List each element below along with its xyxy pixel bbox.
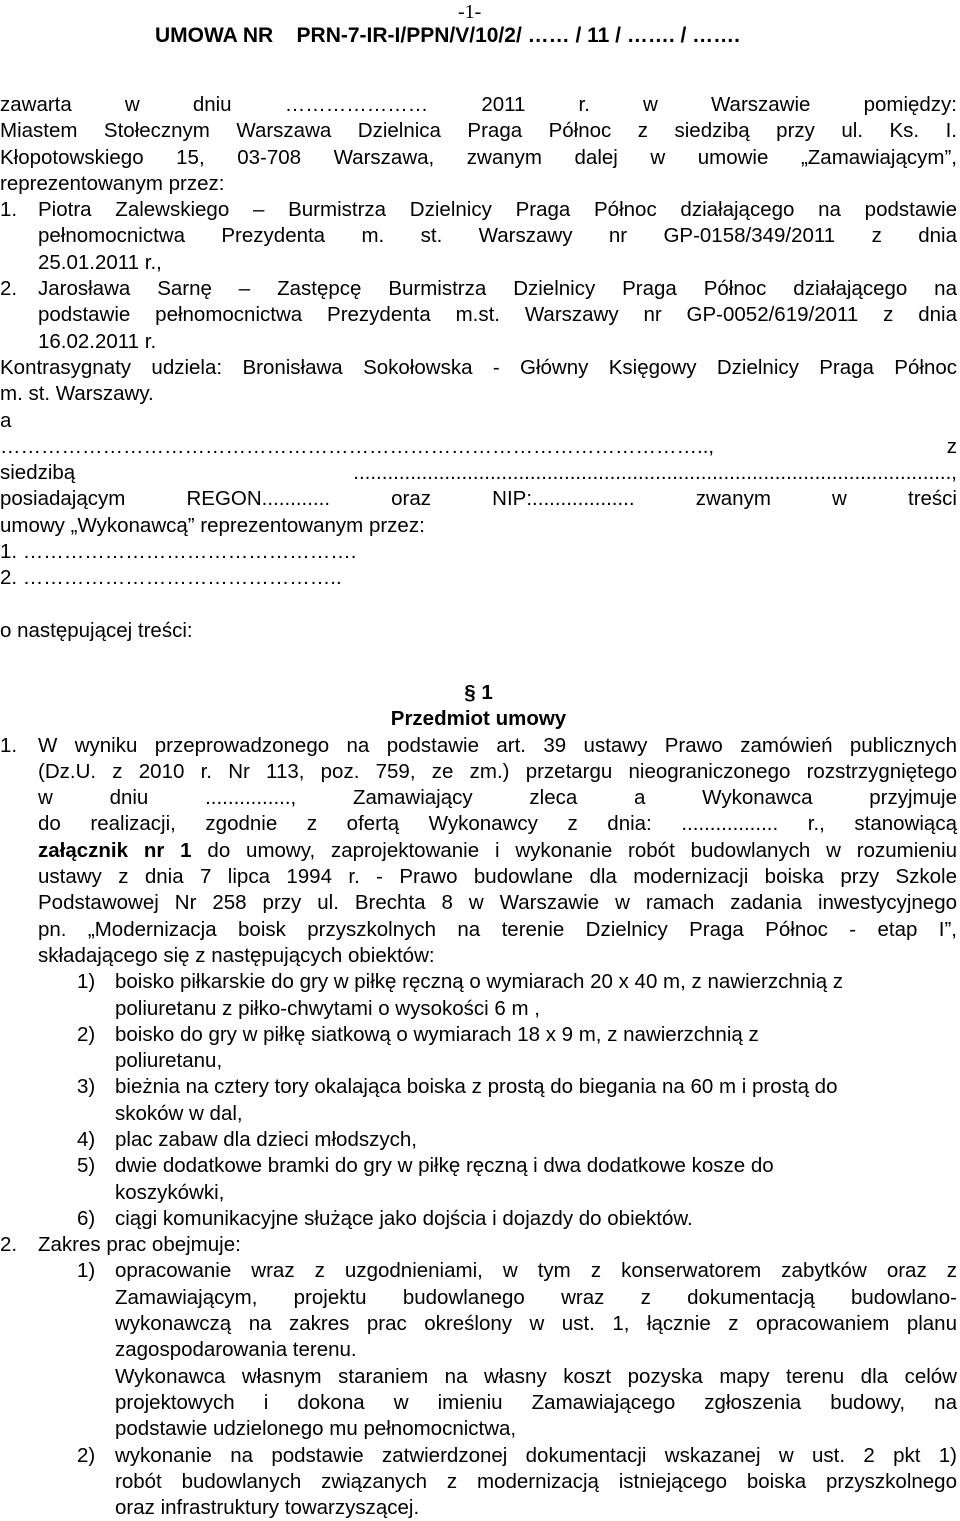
sub-number: 3) [77, 1075, 96, 1099]
sub-line: poliuretanu z piłko-chwytami o wysokości 6 m , [115, 996, 540, 1020]
sub-line: robót budowlanych związanych z modernizacją istniejącego boiska przyszkolnego [115, 1469, 957, 1493]
point-2 [0, 1232, 957, 1258]
contractor-a: a [0, 408, 12, 432]
attachment-ref: załącznik nr 1 [38, 838, 192, 862]
sub-number: 2) [77, 1022, 96, 1046]
rep-line: Piotra Zalewskiego – Burmistrza Dzielnicy Praga Północ działającego na podstawie [38, 198, 957, 222]
document-body [0, 66, 957, 1521]
document-title: UMOWA NR PRN-7-IR-I/PPN/V/10/2/ …… / 11 / ……. / ……. [155, 24, 740, 47]
intro-line: Miastem Stołecznym Warszawa Dzielnica Praga Północ z siedzibą przy ul. Ks. I. [0, 119, 957, 143]
following-text: o następującej treści: [0, 618, 193, 642]
sub-number: 4) [77, 1127, 96, 1151]
countersign-line: Kontrasygnaty udziela: Bronisława Sokołowska - Główny Księgowy Dzielnicy Praga Północ [0, 355, 957, 379]
point-1 [0, 733, 957, 970]
contractor-rep: 2. ……………………………………….. [0, 566, 342, 590]
sub-number: 5) [77, 1154, 96, 1178]
sub-line: oraz infrastruktury towarzyszącej. [115, 1496, 420, 1520]
sub-line: boisko do gry w piłkę siatkową o wymiarach 18 x 9 m, z nawierzchnią z [115, 1022, 759, 1046]
point-line [38, 838, 957, 864]
contractor-line: umowy „Wykonawcą” reprezentowanym przez: [0, 513, 425, 537]
sub-number: 2) [77, 1443, 96, 1467]
contractor-rep: 1. …………………………………………. [0, 540, 357, 564]
list-number: 1. [0, 198, 18, 222]
point-line: składającego się z następujących obiektów: [38, 943, 435, 967]
scope-item [77, 1443, 957, 1521]
rep-line: pełnomocnictwa Prezydenta m. st. Warszawy nr GP-0158/349/2011 z dnia [38, 224, 957, 248]
sub-line: projektowych i dokona w imieniu Zamawiającego zgłoszenia budowy, na [115, 1390, 957, 1414]
sub-number: 1) [77, 970, 96, 994]
point-line: Zakres prac obejmuje: [38, 1233, 241, 1257]
sub-number: 6) [77, 1206, 96, 1230]
countersign-line: m. st. Warszawy. [0, 382, 154, 406]
rep-line: 25.01.2011 r., [38, 250, 162, 274]
representative-item [0, 276, 957, 355]
sub-line: dwie dodatkowe bramki do gry w piłkę ręczną i dwa dodatkowe kosze do [115, 1154, 774, 1178]
rep-line: Jarosława Sarnę – Zastępcę Burmistrza Dzielnicy Praga Północ działającego na [38, 277, 957, 301]
section-heading: Przedmiot umowy [390, 707, 567, 731]
sub-line: Zamawiającym, projektu budowlanego wraz z dokumentacją budowlano- [115, 1285, 957, 1309]
sub-line: plac zabaw dla dzieci młodszych, [115, 1127, 417, 1151]
sub-line: podstawie udzielonego mu pełnomocnictwa, [115, 1417, 517, 1441]
object-item [77, 1074, 957, 1127]
point-line: Podstawowej Nr 258 przy ul. Brechta 8 w Warszawie w ramach zadania inwestycyjnego [38, 891, 957, 915]
object-item [77, 1022, 957, 1075]
point-line-rest: do umowy, zaprojektowanie i wykonanie robót budowlanych w rozumieniu [191, 838, 958, 862]
intro-line: reprezentowanym przez: [0, 171, 225, 195]
sub-line: wykonawczą na zakres prac określony w ust. 1, łącznie z opracowaniem planu [115, 1312, 957, 1336]
object-item [77, 1127, 957, 1153]
sub-line: zagospodarowania terenu. [115, 1338, 357, 1362]
point-line: (Dz.U. z 2010 r. Nr 113, poz. 759, ze zm.) przetargu nieograniczonego rozstrzygniętego [38, 759, 957, 783]
contractor-line: posiadającym REGON............ oraz NIP:.................. zwanym w treści [0, 487, 957, 511]
list-number: 2. [0, 277, 18, 301]
point-line: W wyniku przeprowadzonego na podstawie art. 39 ustawy Prawo zamówień publicznych [38, 733, 957, 757]
sub-line: skoków w dal, [115, 1101, 243, 1125]
rep-line: 16.02.2011 r. [38, 329, 157, 353]
point-line: do realizacji, zgodnie z ofertą Wykonawcy z dnia: ................. r., stanowiącą [38, 812, 957, 836]
object-item [77, 1206, 957, 1232]
sub-line: ciągi komunikacyjne służące jako dojścia i dojazdy do obiektów. [115, 1206, 693, 1230]
sub-line: wykonanie na podstawie zatwierdzonej dokumentacji wskazanej w ust. 2 pkt 1) [115, 1443, 957, 1467]
contractor-line: siedzibą ........................................................................................................., [0, 461, 957, 485]
sub-line: boisko piłkarskie do gry w piłkę ręczną o wymiarach 20 x 40 m, z nawierzchnią z [115, 970, 844, 994]
object-item [77, 969, 957, 1022]
sub-line: bieżnia na cztery tory okalająca boiska z prostą do biegania na 60 m i prostą do [115, 1075, 838, 1099]
point-line: pn. „Modernizacja boisk przyszkolnych na terenie Dzielnicy Praga Północ - etap I”, [38, 917, 957, 941]
point-line: ustawy z dnia 7 lipca 1994 r. - Prawo budowlane dla modernizacji boiska przy Szkole [38, 865, 957, 889]
list-number: 2. [0, 1233, 18, 1257]
page-number: -1- [458, 1, 482, 23]
intro-line: Kłopotowskiego 15, 03-708 Warszawa, zwanym dalej w umowie „Zamawiającym”, [0, 145, 957, 169]
sub-line: opracowanie wraz z uzgodnieniami, w tym z konserwatorem zabytków oraz z [115, 1259, 957, 1283]
contractor-line: ………………………………………………………………………………………….., z [0, 434, 957, 458]
scope-item [77, 1258, 957, 1442]
sub-line: koszykówki, [115, 1180, 225, 1204]
object-item [77, 1153, 957, 1206]
list-number: 1. [0, 733, 18, 757]
rep-line: podstawie pełnomocnictwa Prezydenta m.st. Warszawy nr GP-0052/619/2011 z dnia [38, 303, 957, 327]
intro-line: zawarta w dniu ………………… 2011 r. w Warszawie pomiędzy: [0, 93, 957, 116]
point-line: w dniu ..............., Zamawiający zleca a Wykonawca przyjmuje [38, 786, 957, 810]
sub-line: poliuretanu, [115, 1049, 223, 1073]
representative-item [0, 197, 957, 276]
section-sign: § 1 [464, 680, 493, 704]
sub-line: Wykonawca własnym staraniem na własny koszt pozyska mapy terenu dla celów [115, 1364, 957, 1388]
sub-number: 1) [77, 1259, 96, 1283]
